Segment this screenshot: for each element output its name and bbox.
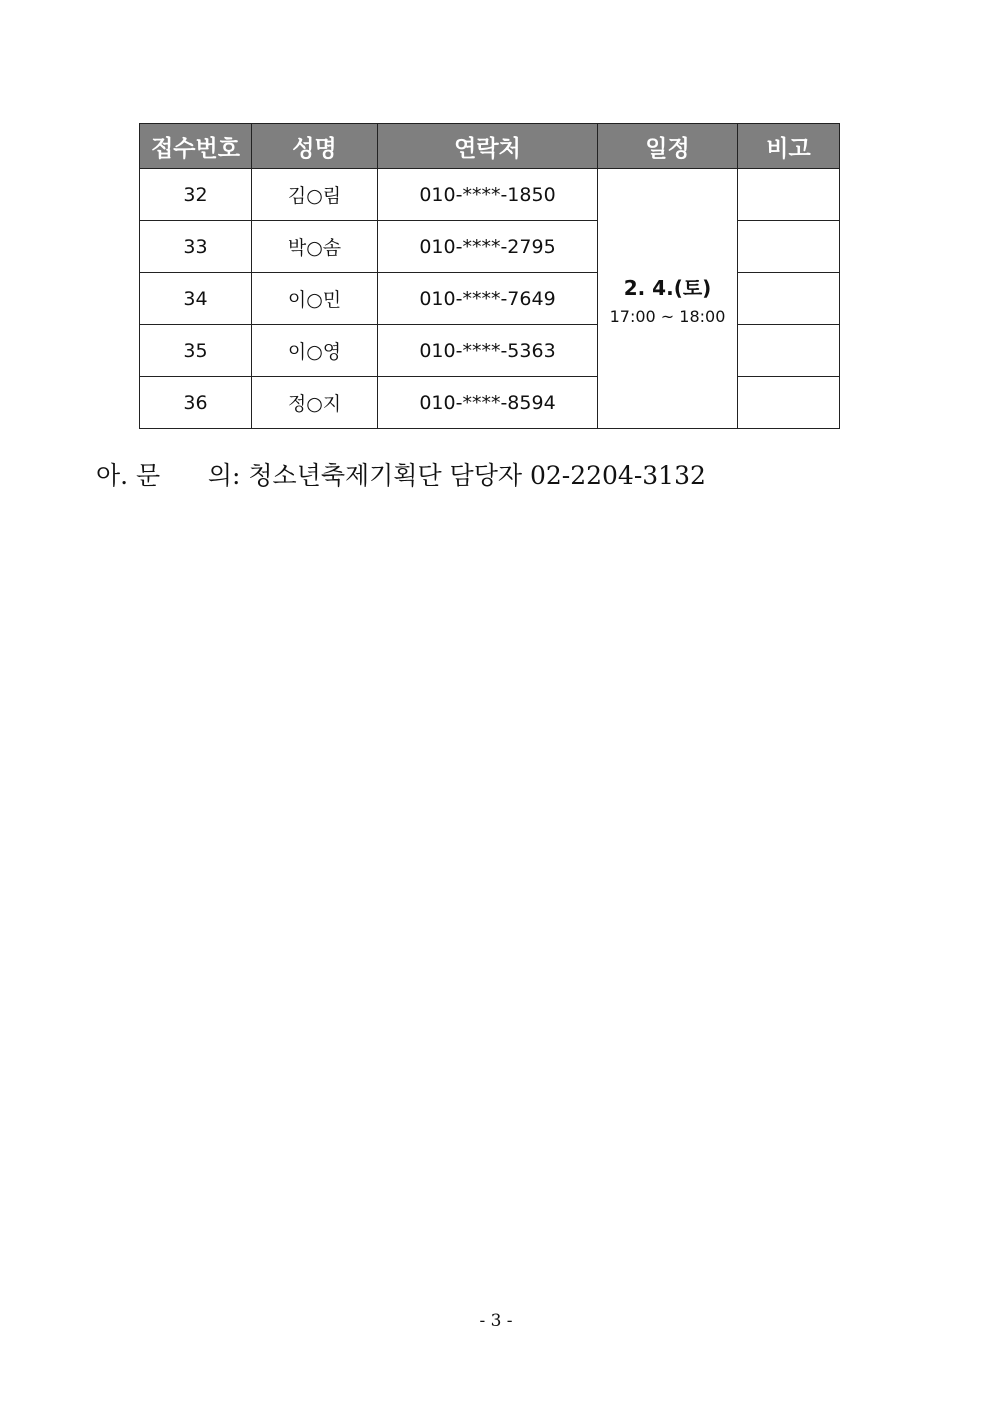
inquiry-contact: 청소년축제기획단 담당자 02-2204-3132 bbox=[248, 461, 706, 490]
name-cell: 이○영 bbox=[252, 325, 378, 377]
receipt-number-cell: 35 bbox=[140, 325, 252, 377]
inquiry-line bbox=[96, 456, 706, 492]
schedule-date: 2. 4.(토) bbox=[623, 275, 712, 300]
header-name: 성명 bbox=[252, 124, 378, 169]
phone-cell: 010-****-1850 bbox=[378, 169, 598, 221]
receipt-number-cell: 36 bbox=[140, 377, 252, 429]
name-cell: 박○솜 bbox=[252, 221, 378, 273]
header-schedule: 일정 bbox=[598, 124, 738, 169]
remarks-cell bbox=[738, 169, 840, 221]
registration-table bbox=[139, 123, 840, 429]
phone-cell: 010-****-7649 bbox=[378, 273, 598, 325]
receipt-number-cell: 32 bbox=[140, 169, 252, 221]
remarks-cell bbox=[738, 325, 840, 377]
name-cell: 이○민 bbox=[252, 273, 378, 325]
header-remarks: 비고 bbox=[738, 124, 840, 169]
phone-cell: 010-****-2795 bbox=[378, 221, 598, 273]
name-cell: 정○지 bbox=[252, 377, 378, 429]
phone-cell: 010-****-8594 bbox=[378, 377, 598, 429]
inquiry-label: 아. 문 의: bbox=[96, 461, 249, 490]
page-number: - 3 - bbox=[479, 1311, 513, 1331]
name-cell: 김○림 bbox=[252, 169, 378, 221]
table-header-row bbox=[140, 124, 840, 169]
header-contact: 연락처 bbox=[378, 124, 598, 169]
remarks-cell bbox=[738, 221, 840, 273]
phone-cell: 010-****-5363 bbox=[378, 325, 598, 377]
schedule-cell bbox=[598, 169, 738, 429]
remarks-cell bbox=[738, 273, 840, 325]
receipt-number-cell: 34 bbox=[140, 273, 252, 325]
remarks-cell bbox=[738, 377, 840, 429]
receipt-number-cell: 33 bbox=[140, 221, 252, 273]
schedule-time: 17:00 ~ 18:00 bbox=[609, 306, 726, 326]
header-receipt-number: 접수번호 bbox=[140, 124, 252, 169]
table-row bbox=[140, 169, 840, 221]
